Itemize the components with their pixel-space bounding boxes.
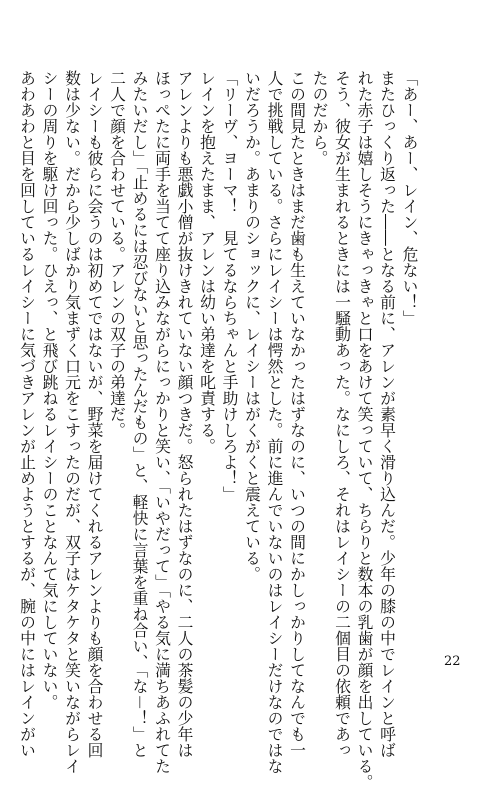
- body-text: [17, 70, 420, 790]
- text-line: れた赤子は嬉しそうにきゃっきゃと口をあけて笑っていて、ちらりと数本の乳歯が顔を出している。: [355, 70, 374, 790]
- text-line: 「あー、あー、レイン、危ない！」: [400, 70, 419, 326]
- text-line: あわあわと目を回しているレイシーに気づきアレンが止めようとするが、腕の中にはレインがい: [17, 70, 37, 758]
- text-line: アレンよりも悪戯小僧が抜けきれていない顔つきだ。怒られたはずなのに、二人の茶髪の少年は: [175, 70, 194, 758]
- page-number: 22: [444, 654, 461, 669]
- text-line: 数は少ない。だから少しばかり気まずく口元をこすったのだが、双子はケタケタと笑いながらレイ: [62, 70, 82, 774]
- text-line: たのだから。: [310, 70, 329, 166]
- text-line: みたいだし」「止めるには忍びないと思ったんだもの」と、軽快に言葉を重ね合い、「な－！」と: [130, 70, 149, 759]
- text-line: この間見たときはまだ歯も生えていなかったはずなのに、いつの間にかしっかりしてなんでも一: [287, 70, 307, 758]
- text-line: 二人で顔を合わせている。アレンの双子の弟達だ。: [107, 70, 127, 438]
- text-line: 「リーヴ、ヨーマ！ 見てるならちゃんと手助けしろよ！」: [220, 70, 239, 502]
- text-line: いだろうか。あまりのショックに、レイシーはがくがくと震えている。: [242, 70, 262, 582]
- text-line: そう、彼女が生まれるときには一騒動あった。なにしろ、それはレイシーの二個目の依頼であっ: [332, 70, 352, 758]
- text-line: 人で挑戦している。さらにレイシーは愕然とした。前に進んでいないのはレイシーだけなのではな: [265, 70, 284, 774]
- text-line: レインを抱えたまま、アレンは幼い弟達を叱責する。: [197, 70, 217, 454]
- text-line: またひっくり返った――となる前に、アレンが素早く滑り込んだ。少年の膝の中でレインと呼ば: [377, 70, 397, 758]
- text-line: レイシーも彼らに会うのは初めてではないが、野菜を届けてくれるアレンよりも顔を合わせる回: [85, 70, 104, 758]
- text-line: シーの周りを駆け回った。ひえっ、と飛び跳ねるレイシーのことなんて気にしていない。: [40, 70, 59, 710]
- text-line: ほっぺたに両手を当てて座り込みながらにっかりと笑い、「いやだって」「やる気に満ちあふれてた: [152, 70, 172, 775]
